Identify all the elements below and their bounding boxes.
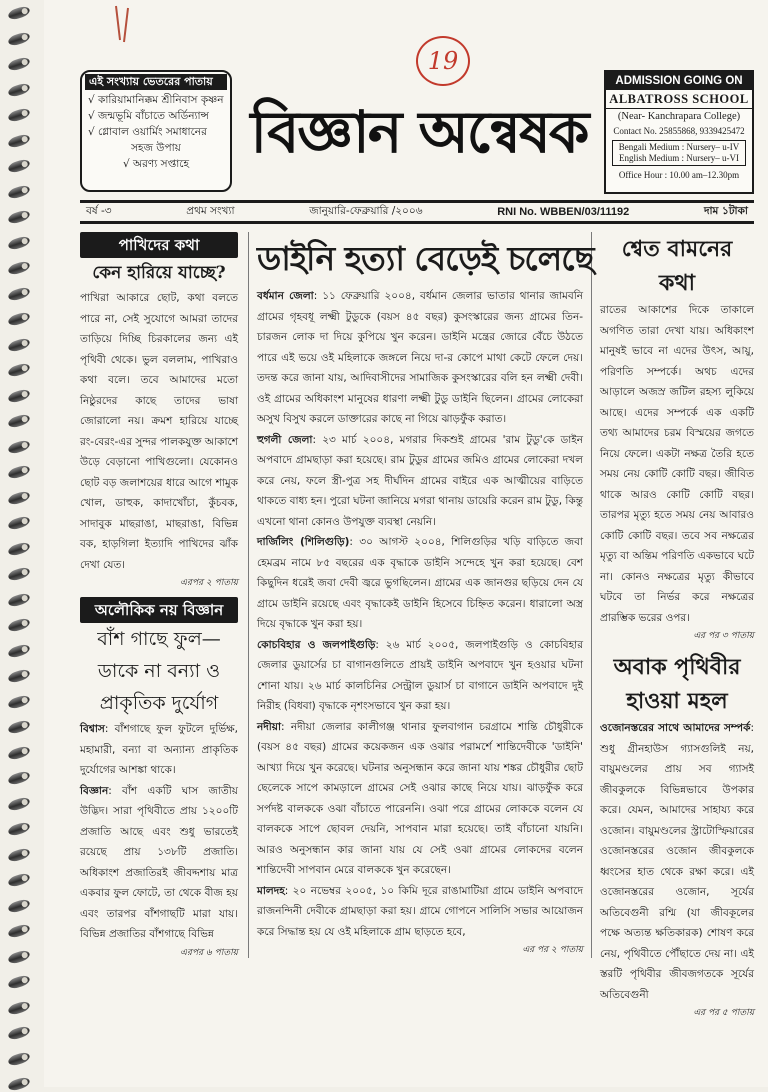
paragraph-lead: হুগলী জেলা — [257, 433, 313, 446]
spiral-ring — [7, 285, 31, 301]
ad-medium-box — [612, 140, 746, 166]
inside-item: √ অরণ্য সপ্তাহে — [123, 158, 189, 170]
bamboo-continued: এরপর ৬ পাতায় — [180, 947, 238, 958]
ozone-headline: অবাক পৃথিবীর হাওয়া মহল — [613, 654, 741, 714]
science-text: : বাঁশ একটি ঘাস জাতীয় উদ্ভিদ। সারা পৃথিবীতে প্রায় ১২০০টি প্রজাতি আছে এবং শুধু ভারতেই রয়েছে প্রায় ১৩৮টি প্রজাতি। অধিকাংশ প্রজাতিরই জীবদ্দশায় মাত্র একবার ফুল ফোটে, তা থেকে বীজ হয় এবং তারপর বাঁশগাছটি মারা যায়। বিভিন্ন প্রজাতির বাঁশগাছে বিভিন্ন — [80, 784, 238, 940]
spiral-ring — [7, 413, 31, 429]
section-label-birds: পাখিদের কথা — [80, 232, 238, 258]
main-headline: ডাইনি হত্যা বেড়েই চলেছে — [257, 239, 594, 278]
inside-box-title: এই সংখ্যায় ভেতরের পাতায় — [85, 74, 227, 90]
issue-number: প্রথম সংখ্যা — [186, 204, 235, 217]
ad-school-name: ALBATROSS SCHOOL — [606, 90, 752, 109]
paragraph-text: : ১১ ফেব্রুয়ারি ২০০৪, বর্ধমান জেলার ভাতার থানার জামবনি গ্রামের গৃহবধূ লক্ষ্মী টুডুকে (বয়স ৪৫ বছর) কুসংস্কারের জন্য গ্রামের তিন-চারজন লোক দা দিয়ে কুপিয়ে খুন করেন। ডাইনি মন্ত্রের জোরে বেঁচে উঠতে পারে এই ভয়ে ওই মহিলাকে জঙ্গলে নিয়ে দা-র কোপে মাথা কেটে ফেলে দেয়। তদন্ত করে জানা যায়, আদিবাসীদের সামাজিক কুসংস্কারের বলি হন লক্ষ্মী দেবী। ওই গ্রামের অধিকাংশ মানুষের ধারণা লক্ষ্মী টুডু ডাইনি ছিলেন। গ্রামের লোকেরা অসুখ বিসুখ করলে ডাক্তারের কাছে না গিয়ে ঝাড়ফুঁক করাত। — [257, 290, 583, 425]
spiral-ring — [7, 540, 31, 556]
paragraph-text: : ২৬ মার্চ ২০০৫, জলপাইগুড়ি ও কোচবিহার জেলার ডুয়ার্সের চা বাগানগুলিতে প্রায়ই ডাইনি অপবাদে খুন হওয়ার ঘটনা শোনা যায়। ২৬ মার্চ কালচিনির সেন্ট্রাল ডুয়ার্স চা বাগানে ডাইনি অপবাদে দুই নিরীহ (বিধবা) বৃদ্ধাকে নৃশংসভাবে খুন করা হয়। — [257, 638, 583, 712]
newspaper-page — [44, 0, 768, 1087]
main-paragraph — [257, 286, 583, 430]
spiral-ring — [7, 183, 31, 199]
spiral-ring — [7, 999, 31, 1015]
spiral-ring — [7, 566, 31, 582]
belief-label: বিশ্বাস — [80, 723, 105, 735]
paragraph-lead: কোচবিহার ও জলপাইগুড়ি — [257, 638, 376, 651]
ad-headline: ADMISSION GOING ON — [606, 72, 752, 90]
spiral-ring — [7, 387, 31, 403]
spiral-ring — [7, 464, 31, 480]
birds-body: পাখিরা আকারে ছোট, কথা বলতে পারে না, সেই সুযোগে আমরা তাদের তাড়িয়ে দিচ্ছি চিরকালের জন্য এই পৃথিবী থেকে। ভুল বললাম, পাখিরাও কথা বলে। তবে আমাদের মতো নিষ্ঠুরদের কাছে তাদের ভাষা জোরালো নয়। ক্রমশ হারিয়ে যাচ্ছে রং-বেরং-এর সুন্দর পালকযুক্ত আকাশে উড়ে বেড়ানো পাখিগুলো। যেকোনও ছোট বড় জলাশয়ের ধারে আগে শামুক খোল, ডাহুক, কাদাখোঁচা, কুঁচবক, সাদাবুক মাছরাঙা, মাছরাঙা, বিভিন্ন বক, হাড়গিলা ইত্যাদি পাখিদের ঝাঁক দেখা যেত। — [80, 292, 238, 571]
spiral-ring — [7, 1050, 31, 1066]
spiral-ring — [7, 234, 31, 250]
ad-bengali-medium: Bengali Medium : Nursery– u-IV — [618, 142, 740, 152]
spiral-ring — [7, 438, 31, 454]
spiral-ring — [7, 336, 31, 352]
issue-info-bar — [80, 200, 754, 224]
paragraph-text: : নদীয়া জেলার কালীগঞ্জ থানার ফুলবাগান চরগ্রামে শান্তি চৌধুরীকে (বয়স ৪৫ বছর) গ্রামের কয়েকজন এক ওঝার পরামর্শে শান্তিদেবীকে 'ডাইনি' আখ্যা দিয়ে খুন করেছে। ঘটনার অনুসন্ধান করে জানা যায় শঙ্কর চৌধুরীর ছোট ছেলেকে সাপে কামড়ালে গ্রামের সেই ওঝার কাছে নিয়ে যায়। ঝাড়ফুঁক করে সর্পদষ্ট বালককে ওঝা বাঁচাতে পারেননি। ওঝা পরে গ্রামের লোককে বলেন যে বালককে সাপে ছোবল দেয়নি, সাপবান মারা হয়েছে। তাই বাঁচানো যায়নি। আরও অনুসন্ধান কার জানা যায় যে সেই ওঝা গ্রামের লোকদের বলেন শান্তিদেবী সাপবান মেরে বালককে খুন করেছেন। — [257, 720, 583, 876]
spiral-ring — [7, 693, 31, 709]
main-paragraph — [257, 430, 583, 533]
inside-item: √ কারিয়ামানিক্কম শ্রীনিবাস কৃষ্ণন — [88, 94, 224, 106]
inside-item: √ জন্মভূমি বাঁচাতে অর্ডিন্যান্স — [88, 110, 209, 122]
paragraph-text: : ৩০ আগস্ট ২০০৪, শিলিগুড়ির খড়ি বাড়িতে জবা হেমব্রম নামে ৮৫ বছরের এক বৃদ্ধাকে ডাইনি সন্দেহে খুন করা হয়েছে। বেশ কিছুদিন ধরেই জবা দেবী জ্বরে ভুগছিলেন। গ্রামের এক জানগুর ছড়িয়ে দেন যে গ্রামে ডাইনি রয়েছে এবং বৃদ্ধাকেই ডাইনি হিসেবে চিহ্নিত করেন। ধারালো অস্ত্র দিয়ে বৃদ্ধাকে খুন করা হয়। — [257, 536, 583, 630]
ad-location: (Near- Kanchrapara College) — [617, 111, 741, 122]
belief-text: : বাঁশগাছে ফুল ফুটলে দুর্ভিক্ষ, মহামারী, বন্যা বা অন্যান্য প্রাকৃতিক দুর্যোগের আশঙ্কা থাকে। — [80, 723, 238, 776]
spiral-ring — [7, 260, 31, 276]
white-dwarf-continued: এর পর ৩ পাতায় — [693, 631, 754, 641]
spiral-ring — [7, 56, 31, 72]
paragraph-lead: দার্জিলিং (শিলিগুড়ি) — [257, 536, 350, 548]
school-advertisement — [604, 70, 754, 194]
main-continued: এর পর ২ পাতায় — [522, 945, 583, 955]
white-dwarf-headline: শ্বেত বামনের কথা — [621, 236, 733, 296]
paragraph-text: : ২০ নভেম্বর ২০০৫, ১০ কিমি দূরে রাঙামাটিয়া গ্রামে ডাইনি অপবাদে রাজনন্দিনী দেবীকে গ্রামছাড়া করা হয়। গ্রামে গোপনে সালিসি সভার আয়োজন করে সিদ্ধান্ত হয় যে ওই মহিলাকে গ্রাম ছাড়তে হবে, — [257, 884, 583, 938]
science-label: বিজ্ঞান — [80, 784, 109, 797]
spiral-ring — [7, 5, 31, 21]
main-paragraph — [257, 881, 583, 943]
spiral-ring — [7, 1025, 31, 1041]
spiral-ring — [7, 30, 31, 46]
main-column — [248, 232, 592, 958]
ozone-continued: এর পর ৫ পাতায় — [693, 1008, 754, 1018]
inside-item: সহজ উপায় — [131, 142, 181, 154]
rni-number: RNI No. WBBEN/03/11192 — [497, 206, 630, 218]
spiral-ring — [7, 311, 31, 327]
paragraph-lead: মালদহ — [257, 884, 285, 897]
inside-contents-box — [80, 70, 232, 192]
birds-headline: কেন হারিয়ে যাচ্ছে? — [92, 263, 226, 283]
paragraph-text: : ২৩ মার্চ ২০০৪, মগরার দিকশুই গ্রামের 'রাম টুডু'কে ডাইন অপবাদে গ্রামছাড়া করা হয়েছে। রাম টুডুর গ্রামের জমিও গ্রামের লোকেরা দখল করে নেয়, ফলে স্ত্রী-পুত্র সহ দীর্ঘদিন গ্রামের বাইরে এক আত্মীয়ের বাড়িতে থাকতে বাধ্য হন। পুরো ঘটনা জানিয়ে মগরা থানায় ডায়েরি করেন রাম টুডু, কিন্তু এখনো থানা কোনও উপযুক্ত ব্যবস্থা নেয়নি। — [257, 433, 583, 528]
spiral-ring — [7, 515, 31, 531]
main-paragraph — [257, 635, 583, 717]
volume-year: বর্ষ -৩ — [86, 204, 112, 217]
issue-date: জানুয়ারি-ফেব্রুয়ারি /২০০৬ — [309, 204, 423, 217]
spiral-ring — [7, 821, 31, 837]
spiral-ring — [7, 81, 31, 97]
pen-mark — [110, 4, 140, 44]
spiral-ring — [7, 132, 31, 148]
spiral-ring — [7, 770, 31, 786]
ad-english-medium: English Medium : Nursery– u-VI — [619, 153, 739, 163]
spiral-ring — [7, 923, 31, 939]
bamboo-headline: বাঁশ গাছে ফুল— ডাকে না বন্যা ও প্রাকৃতিক দুর্যোগ — [97, 628, 221, 714]
spiral-ring — [7, 846, 31, 862]
spiral-ring — [7, 1076, 31, 1092]
spiral-ring — [7, 897, 31, 913]
paragraph-lead: বর্ধমান জেলা — [257, 290, 314, 302]
masthead-title: বিজ্ঞান অন্বেষক — [250, 98, 588, 166]
spiral-ring — [7, 948, 31, 964]
ad-contact: Contact No. 25855868, 9339425472 — [613, 126, 745, 136]
spiral-ring — [7, 642, 31, 658]
bamboo-belief — [80, 719, 238, 781]
spiral-ring — [7, 489, 31, 505]
spiral-ring — [7, 158, 31, 174]
price: দাম ১টাকা — [703, 204, 748, 217]
spiral-ring — [7, 668, 31, 684]
ozone-text: : শুধু গ্রীনহাউস গ্যাসগুলিই নয়, বায়ুমণ্ডলের প্রায় সব গ্যাসই জীবকুলকে বিভিন্নভাবে উপকার করে। যেমন, আমাদের সাহায্য করে ওজোন। বায়ুমণ্ডলের স্ট্রাটোস্ফিয়ারের ওজোনস্তরের ওজোন জীবকুলকে ধ্বংসের হাত থেকে রক্ষা করে। এই ওজোনস্তরের ওজোন, সূর্যের অতিবেগুনী রশ্মি (যা জীবকূলের পক্ষে অত্যন্ত ক্ষতিকারক) শোষণ করে নেয়, পৃথিবীতে পৌঁছাতে দেয় না। এই স্তরটি পৃথিবীর জীবজগতকে সূর্যের অতিবেগুনী — [600, 722, 754, 1001]
ad-office-hour: Office Hour : 10.00 am–12.30pm — [618, 170, 740, 180]
spiral-ring — [7, 719, 31, 735]
spiral-ring — [7, 591, 31, 607]
birds-continued: এরপর ২ পাতায় — [180, 578, 238, 588]
spiral-binding — [0, 0, 44, 1087]
section-label-science: অলৌকিক নয় বিজ্ঞান — [80, 597, 238, 623]
main-paragraph — [257, 717, 583, 881]
right-column — [600, 232, 754, 1021]
spiral-ring — [7, 362, 31, 378]
main-paragraph — [257, 532, 583, 635]
spiral-ring — [7, 872, 31, 888]
handwritten-page-number: 19 — [416, 36, 470, 86]
white-dwarf-body: রাতের আকাশের দিকে তাকালে অগণিত তারা দেখা যায়। অধিকাংশ মানুষই ভাবে না এদের উৎস, আয়ু, পরিণতি সম্পর্কে। অথচ এদের আড়ালে অজস্র জটিল রহস্য লুকিয়ে আছে। এদের সম্পর্কে এক একটি তথ্য আমাদের চরম বিস্ময়ের জগতে নিয়ে ফেলে। একটা নক্ষত্র তৈরি হতে সময় নেয় কোটি কোটি বছর। জীবিত থাকে আরও কোটি কোটি বছর। তারপর মৃত্যু হতে সময় নেয় আবারও কোটি কোটি বছর। তবে সব নক্ষত্রের মৃত্যু বা অন্তিম পরিণতি একভাবে ঘটে না। কোনও নক্ষত্রের মৃত্যু কীভাবে ঘটবে তা নির্ভর করে নক্ষত্রের প্রারম্ভিক ভরের ওপর। — [600, 304, 754, 624]
left-column — [80, 232, 238, 961]
spiral-ring — [7, 617, 31, 633]
spiral-ring — [7, 209, 31, 225]
spiral-ring — [7, 744, 31, 760]
ozone-body — [600, 718, 754, 1005]
inside-item: √ গ্লোবাল ওয়ার্মিং সমাধানের — [88, 126, 207, 138]
spiral-ring — [7, 795, 31, 811]
spiral-ring — [7, 107, 31, 123]
spiral-ring — [7, 974, 31, 990]
ozone-lead: ওজোনস্তরের সাথে আমাদের সম্পর্ক — [600, 722, 751, 734]
paragraph-lead: নদীয়া — [257, 720, 282, 733]
bamboo-science — [80, 781, 238, 945]
